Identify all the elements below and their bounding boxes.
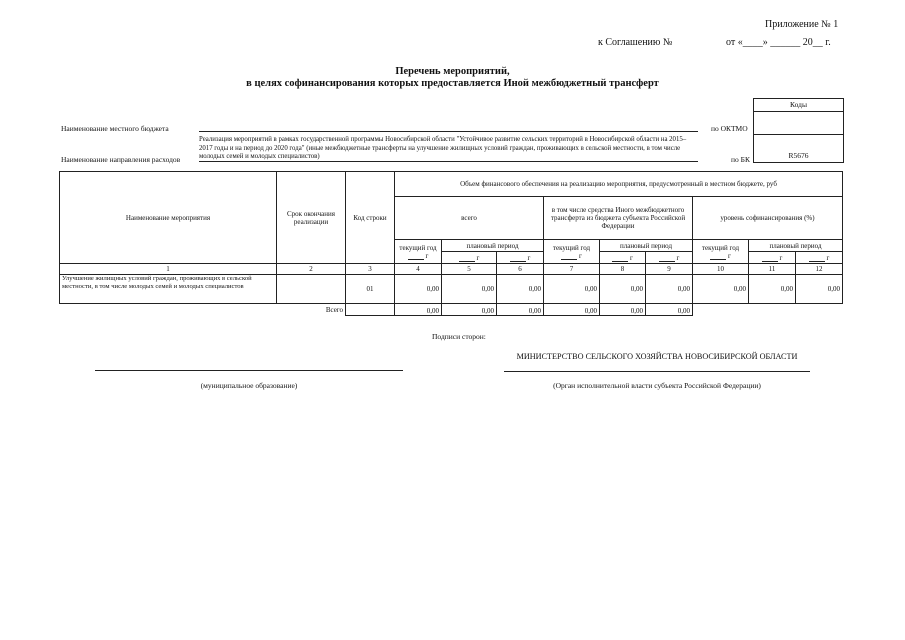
- appendix-number: Приложение № 1: [765, 19, 839, 30]
- level-current-year: [693, 240, 749, 264]
- col-number: 5: [442, 264, 497, 275]
- col-header-term: Срок окончания реализации: [277, 172, 346, 264]
- plan-year-cell: [442, 252, 497, 264]
- value-cell: 0,00: [796, 275, 843, 304]
- page-subtitle: в целях софинансирования которых предоставляется Иной межбюджетный трансферт: [246, 78, 659, 89]
- total-value-cell: 0,00: [544, 304, 600, 316]
- transfer-plan-period: плановый период: [600, 240, 693, 252]
- plan-year-cell: [749, 252, 796, 264]
- activities-table: [59, 171, 843, 316]
- total-code-blank: [346, 304, 395, 316]
- oktmo-code-cell: [753, 111, 844, 135]
- value-cell: 0,00: [497, 275, 544, 304]
- col-number: 10: [693, 264, 749, 275]
- value-cell: 0,00: [749, 275, 796, 304]
- year-suffix: г: [629, 253, 633, 262]
- col-header-name: Наименование мероприятия: [60, 172, 277, 264]
- right-signature-value: МИНИСТЕРСТВО СЕЛЬСКОГО ХОЗЯЙСТВА НОВОСИБИРСКОЙ ОБЛАСТИ: [516, 352, 798, 361]
- agreement-date: от «____» ______ 20__ г.: [726, 37, 831, 48]
- activity-name: Улучшение жилищных условий граждан, проживающих в сельской местности, в том числе молодых семей и молодых специалистов: [60, 275, 277, 304]
- bk-label: по БК: [731, 155, 750, 164]
- year-suffix: г: [527, 253, 531, 262]
- group-header-total: всего: [395, 197, 544, 240]
- year-blank: [397, 252, 439, 260]
- year-suffix: г: [826, 253, 830, 262]
- plan-year-cell: [646, 252, 693, 264]
- total-row: [60, 304, 843, 316]
- total-plan-period: плановый период: [442, 240, 544, 252]
- page-title: Перечень мероприятий,: [395, 66, 510, 77]
- plan-year-cell: [600, 252, 646, 264]
- level-plan-period: плановый период: [749, 240, 843, 252]
- current-year-label: текущий год: [399, 243, 437, 252]
- expense-underline: [199, 161, 698, 162]
- year-blank: [546, 252, 597, 260]
- current-year-label: текущий год: [701, 243, 740, 252]
- year-suffix: г: [779, 253, 783, 262]
- transfer-current-year: [544, 240, 600, 264]
- table-row: [60, 275, 843, 304]
- value-cell: 0,00: [646, 275, 693, 304]
- col-number: 9: [646, 264, 693, 275]
- year-suffix: г: [476, 253, 480, 262]
- total-empty: [693, 304, 843, 316]
- total-value-cell: 0,00: [497, 304, 544, 316]
- year-blank: [695, 252, 746, 260]
- year-suffix: г: [727, 251, 731, 260]
- total-label: Всего: [325, 305, 343, 314]
- budget-label: Наименование местного бюджета: [61, 124, 169, 133]
- total-value-cell: 0,00: [395, 304, 442, 316]
- total-value-cell: 0,00: [646, 304, 693, 316]
- left-signature-line: [95, 370, 403, 371]
- value-cell: 0,00: [544, 275, 600, 304]
- year-suffix: г: [578, 251, 582, 260]
- activity-term: [277, 275, 346, 304]
- col-number: 11: [749, 264, 796, 275]
- right-signature-caption: (Орган исполнительной власти субъекта Российской Федерации): [553, 381, 761, 390]
- total-value-cell: 0,00: [600, 304, 646, 316]
- col-number: 8: [600, 264, 646, 275]
- current-year-label: текущий год: [552, 243, 591, 252]
- plan-year-cell: [796, 252, 843, 264]
- codes-header: Коды: [753, 98, 844, 112]
- signatures-title: Подписи сторон:: [432, 332, 486, 341]
- col-header-code: Код строки: [346, 172, 395, 264]
- volume-header: Объем финансового обеспечения на реализацию мероприятия, предусмотренный в местном бюджете, руб: [395, 172, 843, 197]
- year-suffix: г: [425, 251, 429, 260]
- left-signature-caption: (муниципальное образование): [200, 381, 298, 390]
- plan-year-cell: [497, 252, 544, 264]
- col-number: 3: [346, 264, 395, 275]
- group-header-transfer: в том числе средства Иного межбюджетного трансферта из бюджета субъекта Российской Федерации: [544, 197, 693, 240]
- agreement-label: к Соглашению №: [598, 37, 673, 48]
- value-cell: 0,00: [395, 275, 442, 304]
- activity-code: 01: [346, 275, 395, 304]
- expense-direction-text: Реализация мероприятий в рамках государственной программы Новосибирской области "Устойчивое развитие сельских территорий в Новосибирской области на 2015–2017 годы и на период до 2020 года" (иные межбюджетные трансферты на улучшение жилищных условий граждан, проживающих в сельской местности, в том числе молодых семей и молодых специалистов): [199, 136, 687, 160]
- group-header-level: уровень софинансирования (%): [693, 197, 843, 240]
- value-cell: 0,00: [693, 275, 749, 304]
- value-cell: 0,00: [600, 275, 646, 304]
- col-number: 6: [497, 264, 544, 275]
- total-current-year: [395, 240, 442, 264]
- total-value-cell: 0,00: [442, 304, 497, 316]
- right-signature-line: [504, 371, 810, 372]
- col-number: 4: [395, 264, 442, 275]
- col-number: 2: [277, 264, 346, 275]
- col-number: 7: [544, 264, 600, 275]
- bk-code-value: R5676: [753, 134, 844, 163]
- budget-underline: [199, 131, 698, 132]
- col-number: 12: [796, 264, 843, 275]
- value-cell: 0,00: [442, 275, 497, 304]
- year-suffix: г: [676, 253, 680, 262]
- expense-direction-label: Наименование направления расходов: [61, 155, 181, 164]
- oktmo-label: по ОКТМО: [711, 124, 748, 133]
- col-number: 1: [60, 264, 277, 275]
